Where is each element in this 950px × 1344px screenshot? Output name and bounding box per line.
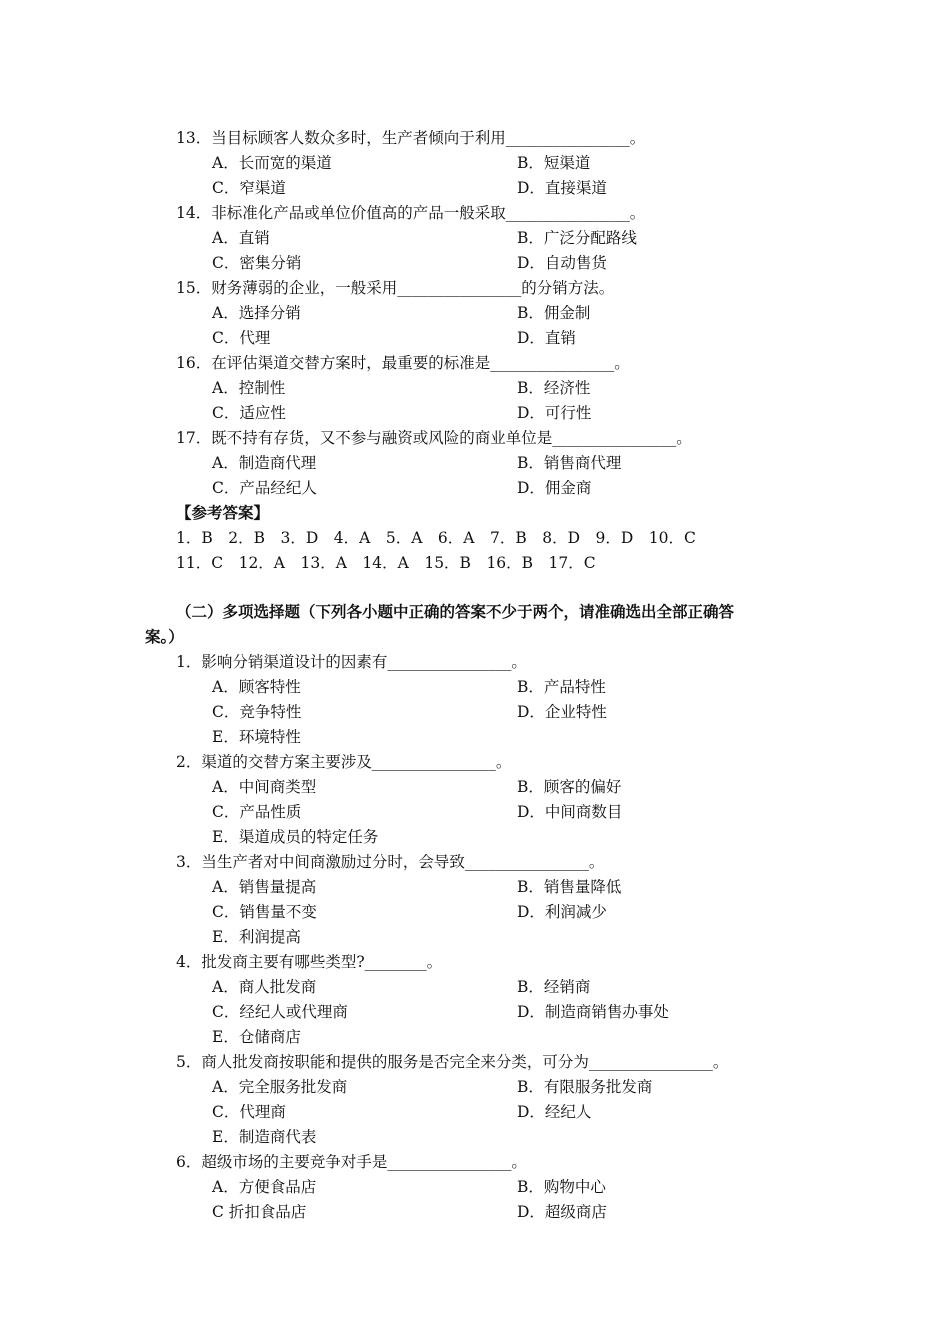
option-a: A．中间商类型 bbox=[212, 778, 317, 796]
option-c: C．窄渠道 bbox=[212, 179, 286, 197]
option-c: C．代理商 bbox=[212, 1103, 286, 1121]
answer-heading: 【参考答案】 bbox=[176, 503, 270, 522]
option-b: B．有限服务批发商 bbox=[517, 1078, 653, 1096]
option-c: C．代理 bbox=[212, 329, 271, 347]
option-d: D．制造商销售办事处 bbox=[517, 1003, 669, 1021]
option-c: C．销售量不变 bbox=[212, 903, 317, 921]
option-a: A．方便食品店 bbox=[212, 1178, 317, 1196]
option-b: B．经销商 bbox=[517, 978, 591, 996]
option-d: D．超级商店 bbox=[517, 1203, 607, 1221]
option-a: A．顾客特性 bbox=[212, 678, 301, 696]
option-c: C．产品性质 bbox=[212, 803, 302, 821]
option-d: D．利润减少 bbox=[517, 903, 607, 921]
question-stem: 6．超级市场的主要竞争对手是________________。 bbox=[176, 1153, 527, 1171]
option-a: A．控制性 bbox=[212, 379, 286, 397]
option-b: B．销售商代理 bbox=[517, 454, 622, 472]
question-stem: 1．影响分销渠道设计的因素有________________。 bbox=[176, 653, 527, 671]
answer-line: 11．C 12．A 13．A 14．A 15．B 16．B 17．C bbox=[176, 554, 596, 572]
option-a: A．直销 bbox=[212, 229, 270, 247]
option-a: A．完全服务批发商 bbox=[212, 1078, 348, 1096]
option-c: C．密集分销 bbox=[212, 254, 302, 272]
option-e: E．环境特性 bbox=[212, 728, 301, 746]
option-d: D．企业特性 bbox=[517, 703, 607, 721]
option-d: D．佣金商 bbox=[517, 479, 592, 497]
option-b: B．产品特性 bbox=[517, 678, 606, 696]
option-c: C 折扣食品店 bbox=[212, 1203, 307, 1221]
option-a: A．选择分销 bbox=[212, 304, 301, 322]
option-d: D．自动售货 bbox=[517, 254, 607, 272]
option-d: D．经纪人 bbox=[517, 1103, 592, 1121]
option-e: E．渠道成员的特定任务 bbox=[212, 828, 379, 846]
question-stem: 5．商人批发商按职能和提供的服务是否完全来分类，可分为________________。 bbox=[176, 1053, 729, 1071]
option-e: E．制造商代表 bbox=[212, 1128, 317, 1146]
option-c: C．竞争特性 bbox=[212, 703, 302, 721]
question-stem: 16．在评估渠道交替方案时，最重要的标准是________________。 bbox=[176, 354, 630, 372]
option-d: D．可行性 bbox=[517, 404, 592, 422]
option-a: A．制造商代理 bbox=[212, 454, 317, 472]
option-b: B．购物中心 bbox=[517, 1178, 606, 1196]
question-stem: 13．当目标顾客人数众多时，生产者倾向于利用________________。 bbox=[176, 129, 646, 147]
question-stem: 15．财务薄弱的企业，一般采用________________的分销方法。 bbox=[176, 279, 615, 297]
section-title: （二）多项选择题（下列各小题中正确的答案不少于两个，请准确选出全部正确答 bbox=[176, 602, 735, 621]
option-b: B．顾客的偏好 bbox=[517, 778, 622, 796]
option-d: D．直销 bbox=[517, 329, 576, 347]
option-a: A．商人批发商 bbox=[212, 978, 317, 996]
option-d: D．直接渠道 bbox=[517, 179, 607, 197]
option-b: B．经济性 bbox=[517, 379, 591, 397]
question-stem: 17．既不持有存货，又不参与融资或风险的商业单位是________________。 bbox=[176, 429, 692, 447]
option-b: B．广泛分配路线 bbox=[517, 229, 637, 247]
option-b: B．短渠道 bbox=[517, 154, 591, 172]
option-c: C．经纪人或代理商 bbox=[212, 1003, 348, 1021]
option-e: E．利润提高 bbox=[212, 928, 301, 946]
option-a: A．长而宽的渠道 bbox=[212, 154, 332, 172]
option-c: C．产品经纪人 bbox=[212, 479, 317, 497]
option-c: C．适应性 bbox=[212, 404, 286, 422]
section-title-continued: 案。） bbox=[145, 627, 184, 646]
option-b: B．销售量降低 bbox=[517, 878, 622, 896]
option-b: B．佣金制 bbox=[517, 304, 591, 322]
question-stem: 4．批发商主要有哪些类型?________。 bbox=[176, 953, 443, 971]
answer-line: 1．B 2．B 3．D 4．A 5．A 6．A 7．B 8．D 9．D 10．C bbox=[176, 529, 696, 547]
question-stem: 3．当生产者对中间商激励过分时，会导致________________。 bbox=[176, 853, 605, 871]
option-d: D．中间商数目 bbox=[517, 803, 623, 821]
option-a: A．销售量提高 bbox=[212, 878, 317, 896]
question-stem: 14．非标准化产品或单位价值高的产品一般采取________________。 bbox=[176, 204, 646, 222]
option-e: E．仓储商店 bbox=[212, 1028, 301, 1046]
question-stem: 2．渠道的交替方案主要涉及________________。 bbox=[176, 753, 512, 771]
